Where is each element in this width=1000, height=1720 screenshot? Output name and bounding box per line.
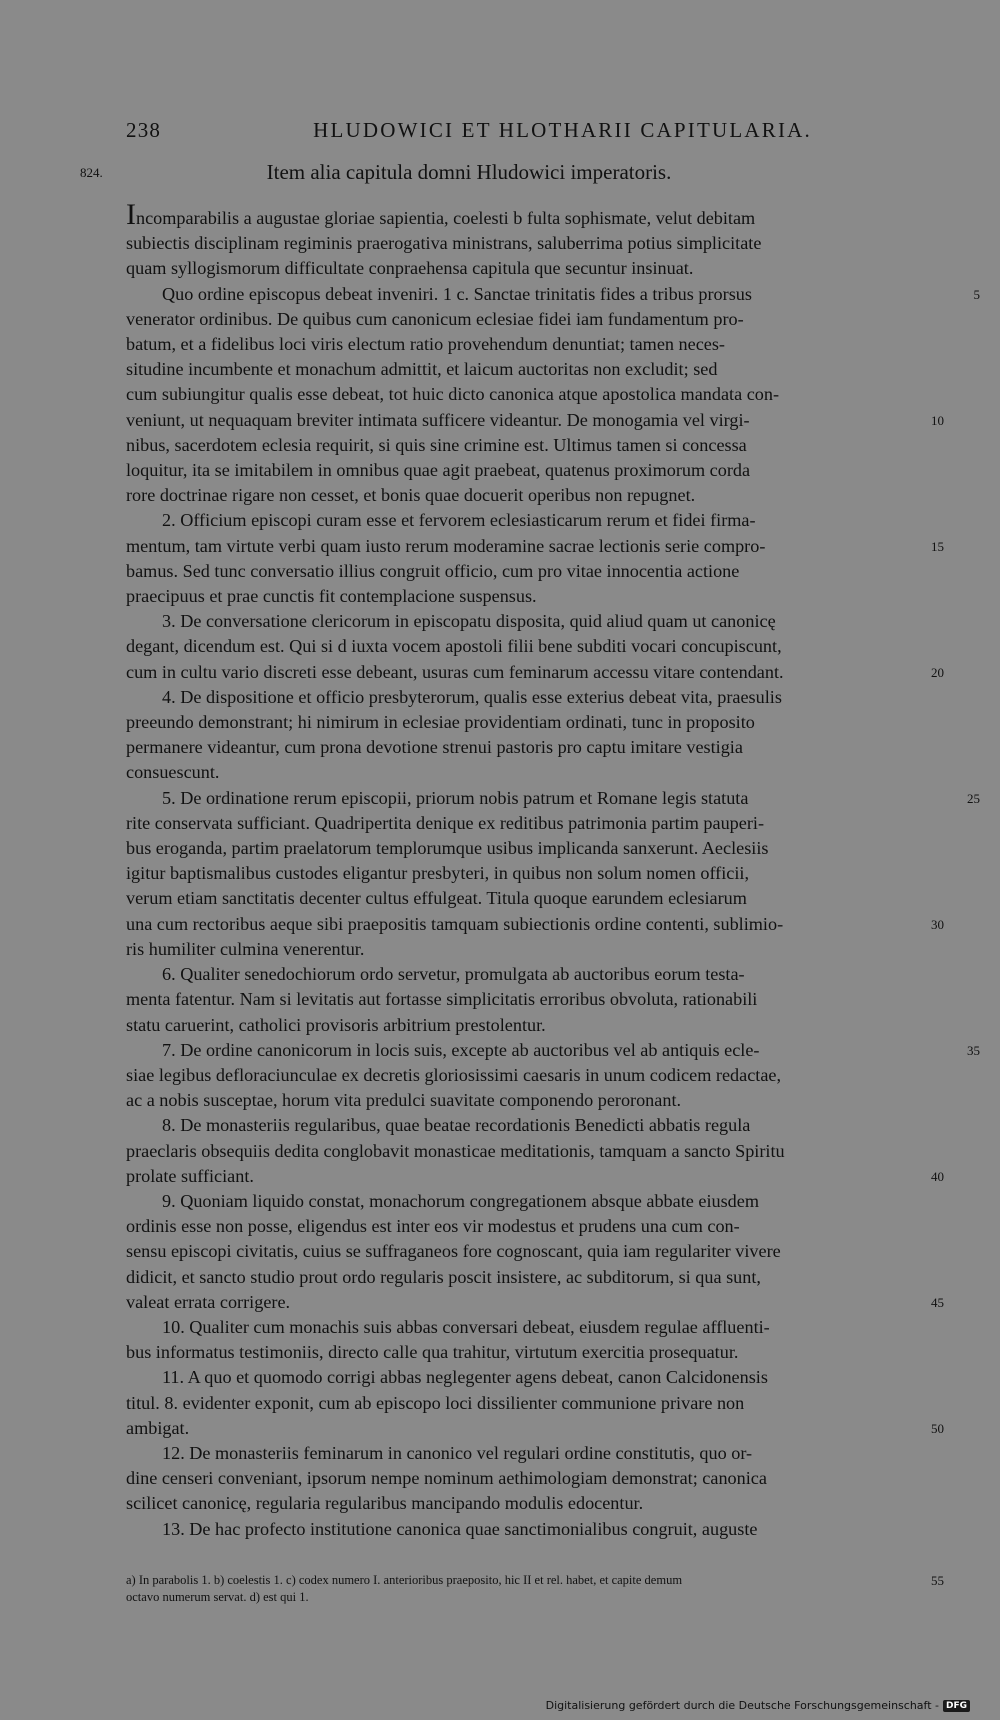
line-text: verum etiam sanctitatis decenter cultus effulgeat. Titula quoque earundem eclesiarum (126, 888, 747, 909)
text-line (126, 660, 944, 685)
text-line (126, 962, 980, 987)
line-text: scilicet canonicę, regularia regularibus mancipando modulis edocentur. (126, 1493, 644, 1514)
text-line (126, 710, 944, 735)
line-text: cum in cultu vario discreti esse debeant, usuras cum feminarum accessu vitare contendant. (126, 661, 784, 682)
text-line (126, 1189, 980, 1214)
footnote-text: a) In parabolis 1. b) coelestis 1. c) codex numero I. anterioribus praeposito, hic II et rel. habet, et capite demum (126, 1573, 683, 1587)
line-text: 3. De conversatione clericorum in episcopatu disposita, quid aliud quam ut canonicę (162, 611, 776, 632)
line-number: 25 (967, 790, 980, 806)
text-line (126, 1491, 944, 1516)
text-line (126, 760, 944, 785)
text-line (126, 508, 980, 533)
line-text: 4. De dispositione et officio presbyterorum, qualis esse exterius debeat vita, praesulis (162, 686, 782, 707)
paragraph (126, 1113, 944, 1189)
text-line (126, 282, 980, 307)
footnotes (126, 1572, 944, 1606)
line-text: prolate sufficiant. (126, 1165, 254, 1186)
text-line (126, 1441, 980, 1466)
text-line (126, 307, 944, 332)
line-text: titul. 8. evidenter exponit, cum ab episcopo loci dissilienter communione privare non (126, 1392, 745, 1413)
paragraph (126, 508, 944, 609)
body-text (126, 198, 980, 1542)
line-number: 40 (931, 1168, 944, 1184)
line-text: 7. De ordine canonicorum in locis suis, excepte ab auctoribus vel ab antiquis ecle- (162, 1039, 760, 1060)
text-line (126, 987, 944, 1012)
text-line (126, 357, 944, 382)
line-number: 10 (931, 412, 944, 428)
line-text: 10. Qualiter cum monachis suis abbas conversari debeat, eiusdem regulae affluenti- (162, 1316, 770, 1337)
text-line (126, 861, 944, 886)
line-text: siae legibus defloraciunculae ex decretis gloriosissimi caesaris in unum codicem redactae, (126, 1064, 782, 1085)
dfg-logo: DFG (943, 1700, 970, 1712)
text-line (126, 198, 944, 231)
line-number: 45 (931, 1294, 944, 1310)
line-text: igitur baptismalibus custodes eligantur presbyteri, in quibus non solum nomen officii, (126, 863, 750, 884)
initial-letter: I (126, 198, 136, 231)
text-line (126, 1391, 944, 1416)
line-text: ac a nobis susceptae, horum vita predulci suavitate componendo peroronant. (126, 1090, 682, 1111)
paragraph (126, 962, 944, 1038)
line-text: consuescunt. (126, 762, 220, 783)
line-text: praecipuus et prae cunctis fit contemplacione suspensus. (126, 586, 537, 607)
line-text: degant, dicendum est. Qui si d iuxta vocem apostoli filii bene subditi vocari concupiscunt, (126, 636, 782, 657)
line-number: 15 (931, 538, 944, 554)
paragraph (126, 1365, 944, 1441)
text-line (126, 1265, 944, 1290)
line-text: una cum rectoribus aeque sibi praepositis tamquam subiectionis ordine contenti, sublimio- (126, 913, 784, 934)
text-line (126, 231, 944, 256)
text-line (126, 1013, 944, 1038)
line-text: rite conservata sufficiant. Quadripertita denique ex reditibus patrimonia partim pauperi- (126, 812, 765, 833)
line-text: mentum, tam virtute verbi quam iusto rerum moderamine sacrae lectionis serie compro- (126, 535, 766, 556)
text-line (126, 1466, 944, 1491)
text-line (126, 584, 944, 609)
line-text: 8. De monasteriis regularibus, quae beatae recordationis Benedicti abbatis regula (162, 1115, 751, 1136)
line-text: 6. Qualiter senedochiorum ordo servetur, promulgata ab auctoribus eorum testa- (162, 964, 745, 985)
line-text: bus eroganda, partim praelatorum templorumque usibus implicanda sanxerunt. Aeclesiis (126, 838, 769, 859)
paragraph (126, 198, 944, 282)
paragraph (126, 685, 944, 786)
line-text: rore doctrinae rigare non cesset, et bonis quae docuerit operibus non repugnet. (126, 485, 696, 506)
line-text: praeclaris obsequiis dedita conglobavit monasticae meditationis, tamquam a sancto Spiritu (126, 1140, 785, 1161)
text-line (126, 332, 944, 357)
paragraph (126, 609, 944, 685)
text-line (126, 1038, 980, 1063)
text-line (126, 1139, 944, 1164)
text-line (126, 1416, 944, 1441)
line-text: ordinis esse non posse, eligendus est inter eos vir modestus et prudens una cum con- (126, 1216, 740, 1237)
line-number: 20 (931, 664, 944, 680)
text-line (126, 1063, 944, 1088)
section-title: Item alia capitula domni Hludowici imperatoris. (266, 160, 672, 184)
line-text: ris humiliter culmina venerentur. (126, 938, 365, 959)
line-text: quam syllogismorum difficultate conpraehensa capitula que secuntur insinuat. (126, 258, 694, 279)
paragraph (126, 282, 980, 509)
page-header (126, 118, 812, 143)
line-text: dine censeri conveniant, ipsorum nempe nominum aethimologiam demonstrat; canonica (126, 1468, 767, 1489)
text-line (126, 458, 944, 483)
line-text: 2. Officium episcopi curam esse et fervorem eclesiasticarum rerum et fidei firma- (162, 510, 756, 531)
text-line (126, 1340, 944, 1365)
text-line (126, 886, 944, 911)
paragraph (126, 1441, 944, 1517)
line-text: 12. De monasteriis feminarum in canonico vel regulari ordine constitutis, quo or- (162, 1442, 753, 1463)
text-line (126, 685, 980, 710)
text-line (126, 1365, 980, 1390)
line-text: 5. De ordinatione rerum episcopii, priorum nobis patrum et Romane legis statuta (162, 787, 749, 808)
credit-text: Digitalisierung gefördert durch die Deutsche Forschungsgemeinschaft - (545, 1699, 939, 1712)
digitization-credit (546, 1699, 970, 1712)
running-title: HLUDOWICI ET HLOTHARII CAPITULARIA. (313, 118, 812, 142)
line-text: venerator ordinibus. De quibus cum canonicum eclesiae fidei iam fundamentum pro- (126, 308, 744, 329)
text-line (126, 256, 944, 281)
line-text: veniunt, ut nequaquam breviter intimata sufficere videantur. De monogamia vel virgi- (126, 409, 750, 430)
footnote-text: octavo numerum servat. d) est qui 1. (126, 1590, 309, 1604)
text-line (126, 912, 944, 937)
line-text: 9. Quoniam liquido constat, monachorum congregationem absque abbate eiusdem (162, 1190, 759, 1211)
text-line (126, 786, 980, 811)
text-line (126, 1290, 944, 1315)
text-line (126, 483, 944, 508)
page-number: 238 (126, 118, 162, 142)
text-line (126, 1214, 944, 1239)
paragraph (126, 1038, 980, 1114)
line-text: subiectis disciplinam regiminis praerogativa ministrans, saluberrima potius simplicitate (126, 233, 762, 254)
text-line (126, 1113, 980, 1138)
paragraph (126, 1517, 944, 1542)
line-text: bus informatus testimoniis, directo calle qua trahitur, virtutum exercitia prosequatur. (126, 1342, 739, 1363)
text-line (126, 1088, 944, 1113)
line-text: batum, et a fidelibus loci viris electum ratio provehendum denuntiat; tamen neces- (126, 334, 725, 355)
line-text: nibus, sacerdotem eclesia requirit, si quis sine crimine est. Ultimus tamen si concessa (126, 434, 747, 455)
paragraph (126, 1189, 944, 1315)
footnote-line (126, 1589, 944, 1606)
footnote-line (126, 1572, 944, 1589)
line-text: sensu episcopi civitatis, cuius se suffraganeos fore cognoscant, quia iam regulariter vivere (126, 1241, 781, 1262)
line-number: 35 (967, 1042, 980, 1058)
paragraph (126, 786, 980, 962)
line-text: 11. A quo et quomodo corrigi abbas neglegenter agens debeat, canon Calcidonensis (162, 1367, 768, 1388)
line-number: 5 (973, 286, 980, 302)
line-text: ncomparabilis a augustae gloriae sapientia, coelesti b fulta sophismate, velut debitam (136, 208, 756, 228)
line-number: 55 (931, 1573, 944, 1588)
text-line (126, 1164, 944, 1189)
line-text: bamus. Sed tunc conversatio illius congruit officio, cum pro vitae innocentia actione (126, 560, 740, 581)
text-line (126, 1239, 944, 1264)
text-line (126, 433, 944, 458)
text-line (126, 559, 944, 584)
line-text: Quo ordine episcopus debeat inveniri. 1 c. Sanctae trinitatis fides a tribus prorsus (162, 283, 752, 304)
line-text: ambigat. (126, 1417, 190, 1438)
paragraph (126, 1315, 944, 1365)
line-text: preeundo demonstrant; hi nimirum in eclesiae providentiam ordinati, tunc in proposito (126, 712, 755, 733)
text-line (126, 1315, 980, 1340)
line-text: valeat errata corrigere. (126, 1291, 291, 1312)
line-text: situdine incumbente et monachum admittit, et laicum auctoritas non excludit; sed (126, 359, 718, 380)
line-text: cum subiungitur qualis esse debeat, tot huic dicto canonica atque apostolica mandata con- (126, 384, 780, 405)
text-line (126, 634, 944, 659)
text-line (126, 534, 944, 559)
text-line (126, 1517, 980, 1542)
margin-year: 824. (80, 165, 103, 180)
line-text: statu caruerint, catholici provisoris arbitrium prestolentur. (126, 1014, 546, 1035)
text-line (126, 811, 944, 836)
text-line (126, 735, 944, 760)
text-line (126, 836, 944, 861)
line-text: loquitur, ita se imitabilem in omnibus quae agit praebeat, quatenus proximorum corda (126, 460, 751, 481)
line-text: 13. De hac profecto institutione canonica quae sanctimonialibus congruit, auguste (162, 1518, 758, 1539)
text-line (126, 408, 944, 433)
text-line (126, 937, 944, 962)
text-line (126, 382, 944, 407)
line-text: permanere videantur, cum prona devotione strenui pastoris pro captu imitare vestigia (126, 737, 743, 758)
line-number: 50 (931, 1420, 944, 1436)
line-number: 30 (931, 916, 944, 932)
line-text: didicit, et sancto studio prout ordo regularis poscit insistere, ac subditorum, si qua sunt, (126, 1266, 761, 1287)
line-text: menta fatentur. Nam si levitatis aut fortasse simplicitatis erroribus obvoluta, rationabili (126, 989, 758, 1010)
text-line (126, 609, 980, 634)
